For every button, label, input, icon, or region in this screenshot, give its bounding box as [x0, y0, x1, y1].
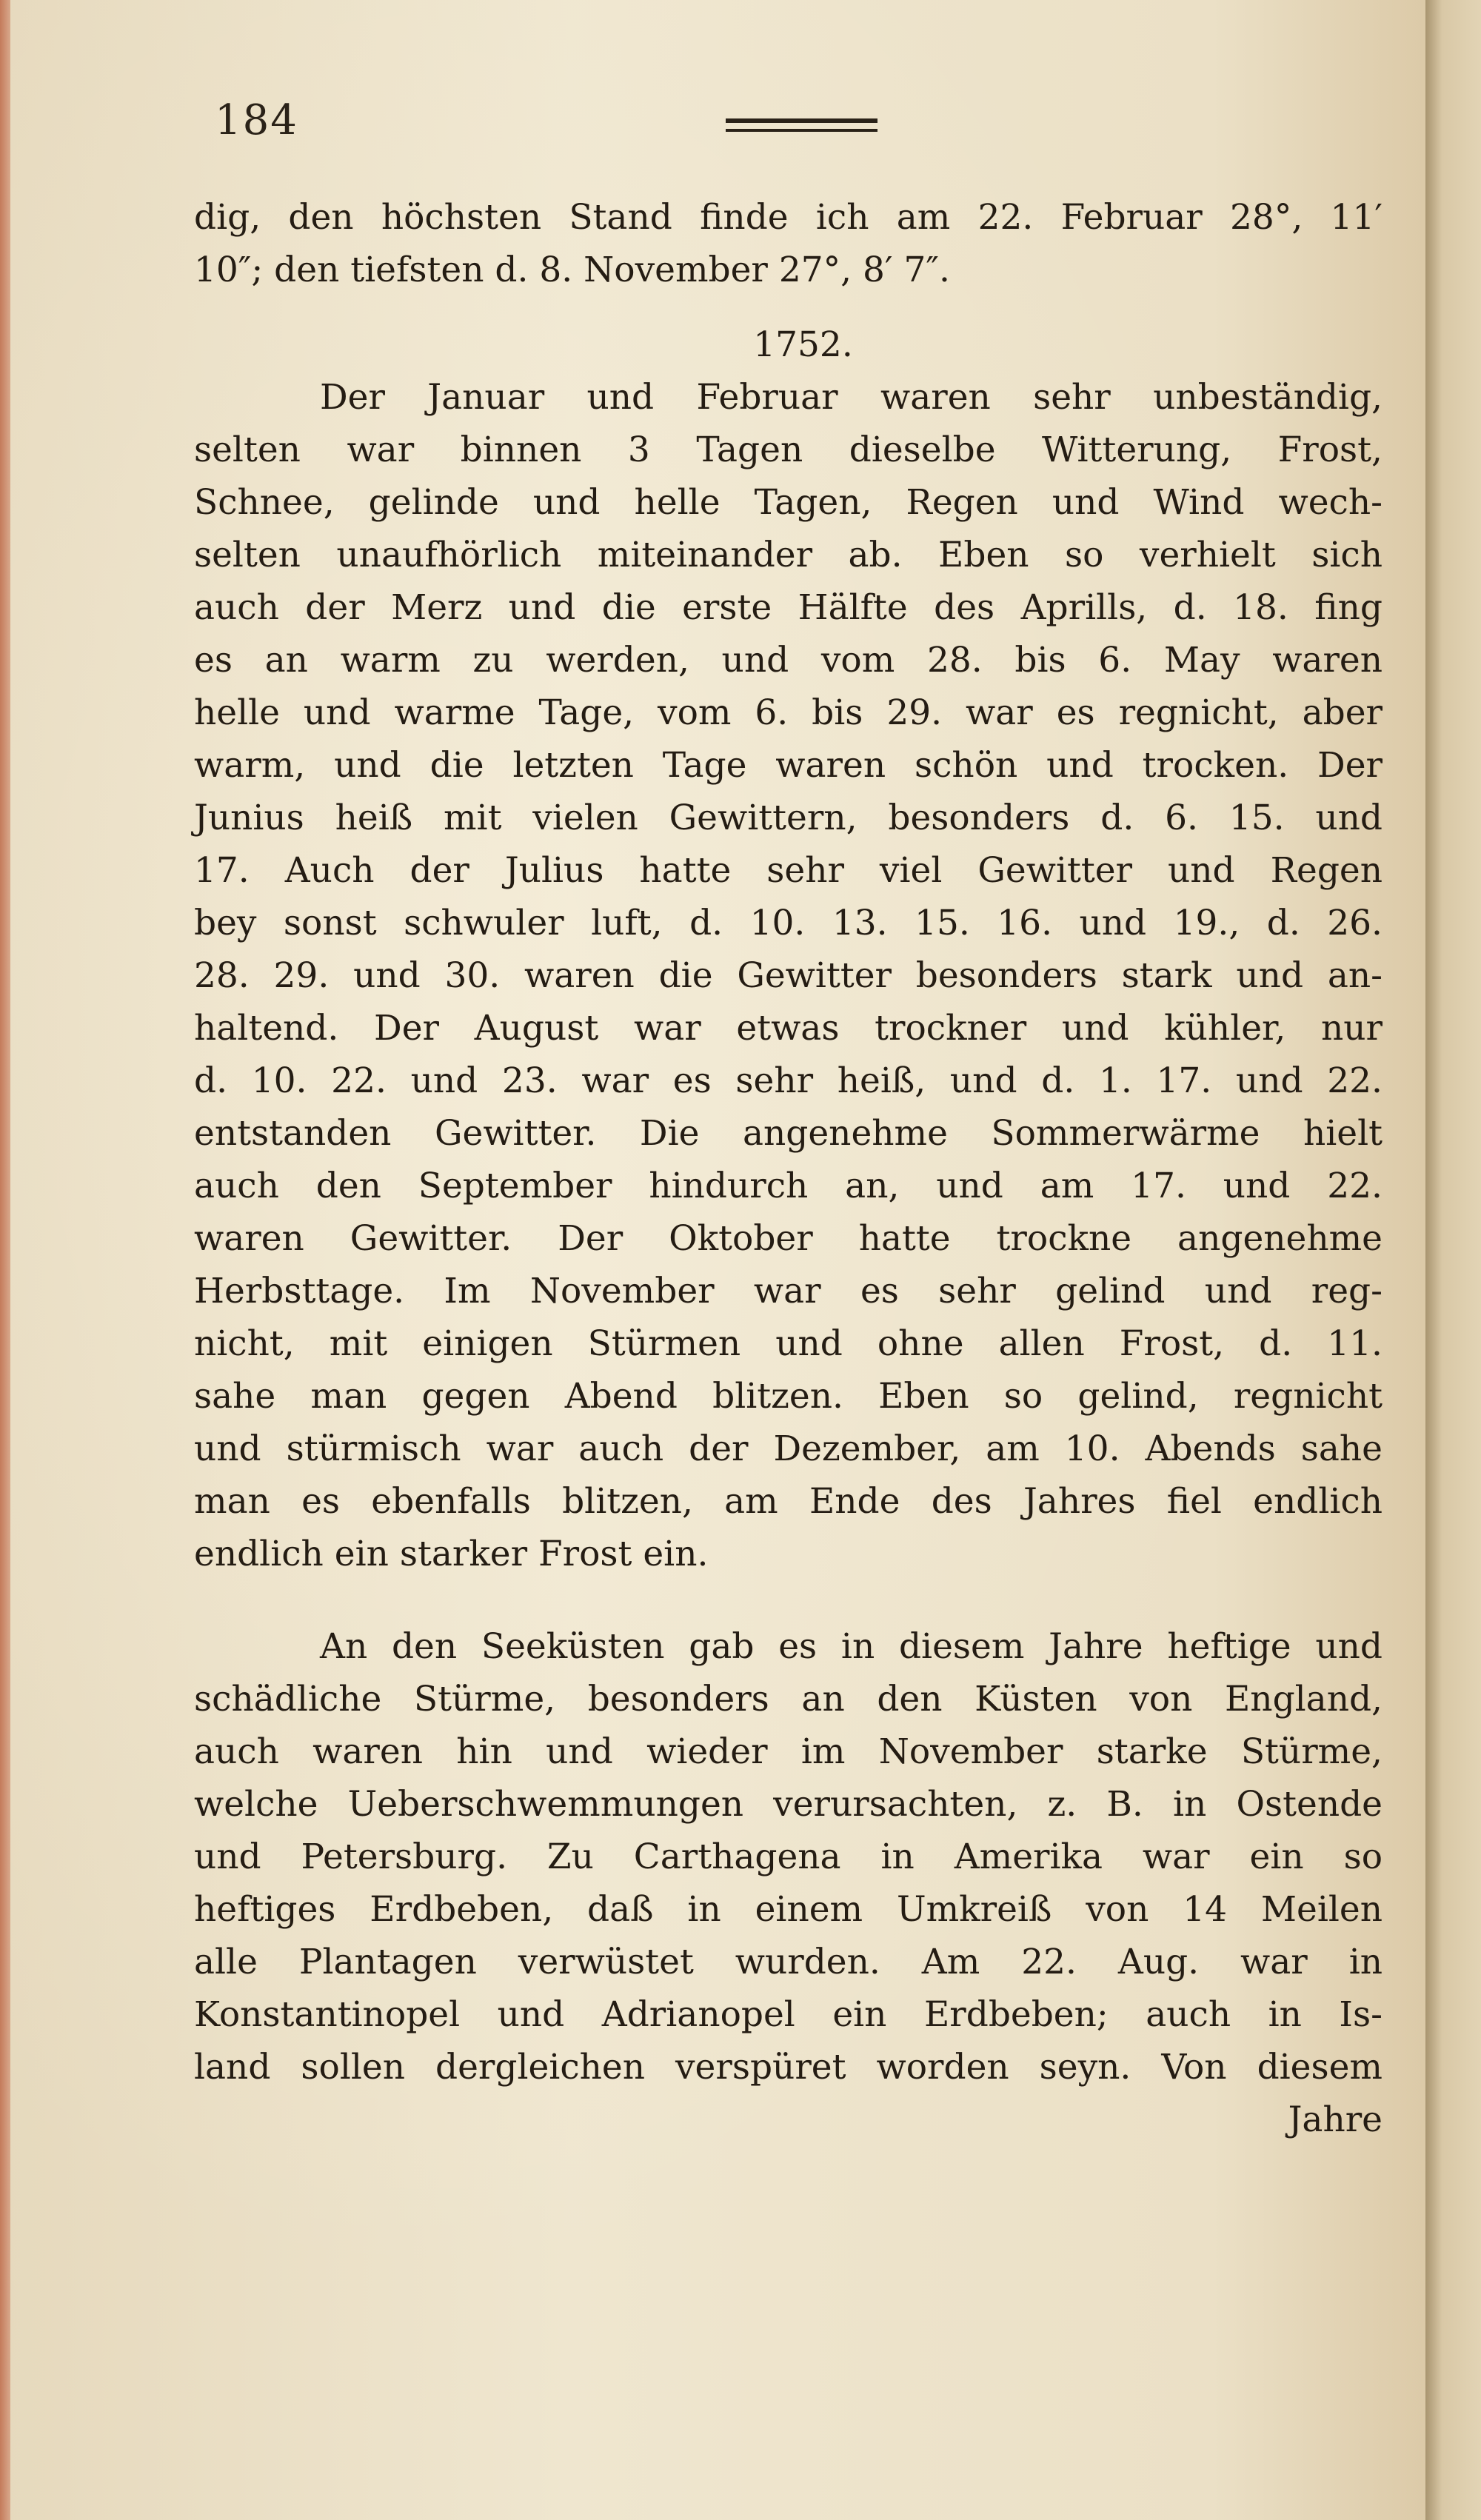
- text-line: helle und warme Tage, vom 6. bis 29. war es regnicht, aber: [194, 692, 1383, 733]
- text-line: d. 10. 22. und 23. war es sehr heiß, und d. 1. 17. und 22.: [194, 1060, 1383, 1101]
- text-line: Schnee, gelinde und helle Tagen, Regen und Wind wech-: [194, 482, 1383, 523]
- text-line: bey sonst schwuler luft, d. 10. 13. 15. 16. und 19., d. 26.: [194, 903, 1383, 943]
- text-line: waren Gewitter. Der Oktober hatte trockne angenehme: [194, 1218, 1383, 1259]
- paragraph-gap: [194, 1580, 1383, 1620]
- text-line: land sollen dergleichen verspüret worden seyn. Von diesem: [194, 2047, 1383, 2088]
- text-line: auch den September hindurch an, und am 17. und 22.: [194, 1166, 1383, 1206]
- text-line: auch der Merz und die erste Hälfte des Aprills, d. 18. fing: [194, 587, 1383, 628]
- page-edge: [0, 0, 10, 2520]
- text-line: selten unaufhörlich miteinander ab. Eben so verhielt sich: [194, 535, 1383, 575]
- catchword: Jahre: [1288, 2099, 1383, 2140]
- text-line: Der Januar und Februar waren sehr unbeständig,: [320, 377, 1383, 418]
- text-line: dig, den höchsten Stand finde ich am 22. Februar 28°, 11′: [194, 197, 1383, 238]
- text-line: heftiges Erdbeben, daß in einem Umkreiß von 14 Meilen: [194, 1889, 1383, 1930]
- text-line: schädliche Stürme, besonders an den Küsten von England,: [194, 1679, 1383, 1719]
- text-line: man es ebenfalls blitzen, am Ende des Jahres fiel endlich: [194, 1481, 1383, 1522]
- text-line: Herbsttage. Im November war es sehr gelind und reg-: [194, 1271, 1383, 1311]
- page-header: [215, 96, 1385, 156]
- text-line: und Petersburg. Zu Carthagena in Amerika war ein so: [194, 1836, 1383, 1877]
- text-line: sahe man gegen Abend blitzen. Eben so gelind, regnicht: [194, 1376, 1383, 1417]
- text-line: warm, und die letzten Tage waren schön und trocken. Der: [194, 745, 1383, 786]
- text-line: entstanden Gewitter. Die angenehme Sommerwärme hielt: [194, 1113, 1383, 1154]
- header-rule: [726, 118, 877, 132]
- text-line: es an warm zu werden, und vom 28. bis 6. May waren: [194, 640, 1383, 681]
- text-line: haltend. Der August war etwas trockner und kühler, nur: [194, 1008, 1383, 1049]
- year-heading: 1752.: [753, 324, 853, 365]
- text-line: An den Seeküsten gab es in diesem Jahre heftige und: [320, 1626, 1383, 1667]
- text-line: nicht, mit einigen Stürmen und ohne allen Frost, d. 11.: [194, 1323, 1383, 1364]
- book-gutter: [1425, 0, 1481, 2520]
- text-line: 10″; den tiefsten d. 8. November 27°, 8′ 7″.: [194, 250, 950, 290]
- text-line: 17. Auch der Julius hatte sehr viel Gewitter und Regen: [194, 850, 1383, 891]
- text-line: 28. 29. und 30. waren die Gewitter besonders stark und an-: [194, 955, 1383, 996]
- text-line: Konstantinopel und Adrianopel ein Erdbeben; auch in Is-: [194, 1994, 1383, 2035]
- text-line: auch waren hin und wieder im November starke Stürme,: [194, 1731, 1383, 1772]
- page-number: 184: [215, 96, 298, 144]
- page-body: [194, 185, 1383, 2146]
- text-line: selten war binnen 3 Tagen dieselbe Witterung, Frost,: [194, 430, 1383, 470]
- text-line: welche Ueberschwemmungen verursachten, z. B. in Ostende: [194, 1784, 1383, 1825]
- text-line: alle Plantagen verwüstet wurden. Am 22. Aug. war in: [194, 1942, 1383, 1982]
- text-line: und stürmisch war auch der Dezember, am 10. Abends sahe: [194, 1428, 1383, 1469]
- text-line: endlich ein starker Frost ein.: [194, 1534, 709, 1574]
- text-line: Junius heiß mit vielen Gewittern, besonders d. 6. 15. und: [194, 798, 1383, 838]
